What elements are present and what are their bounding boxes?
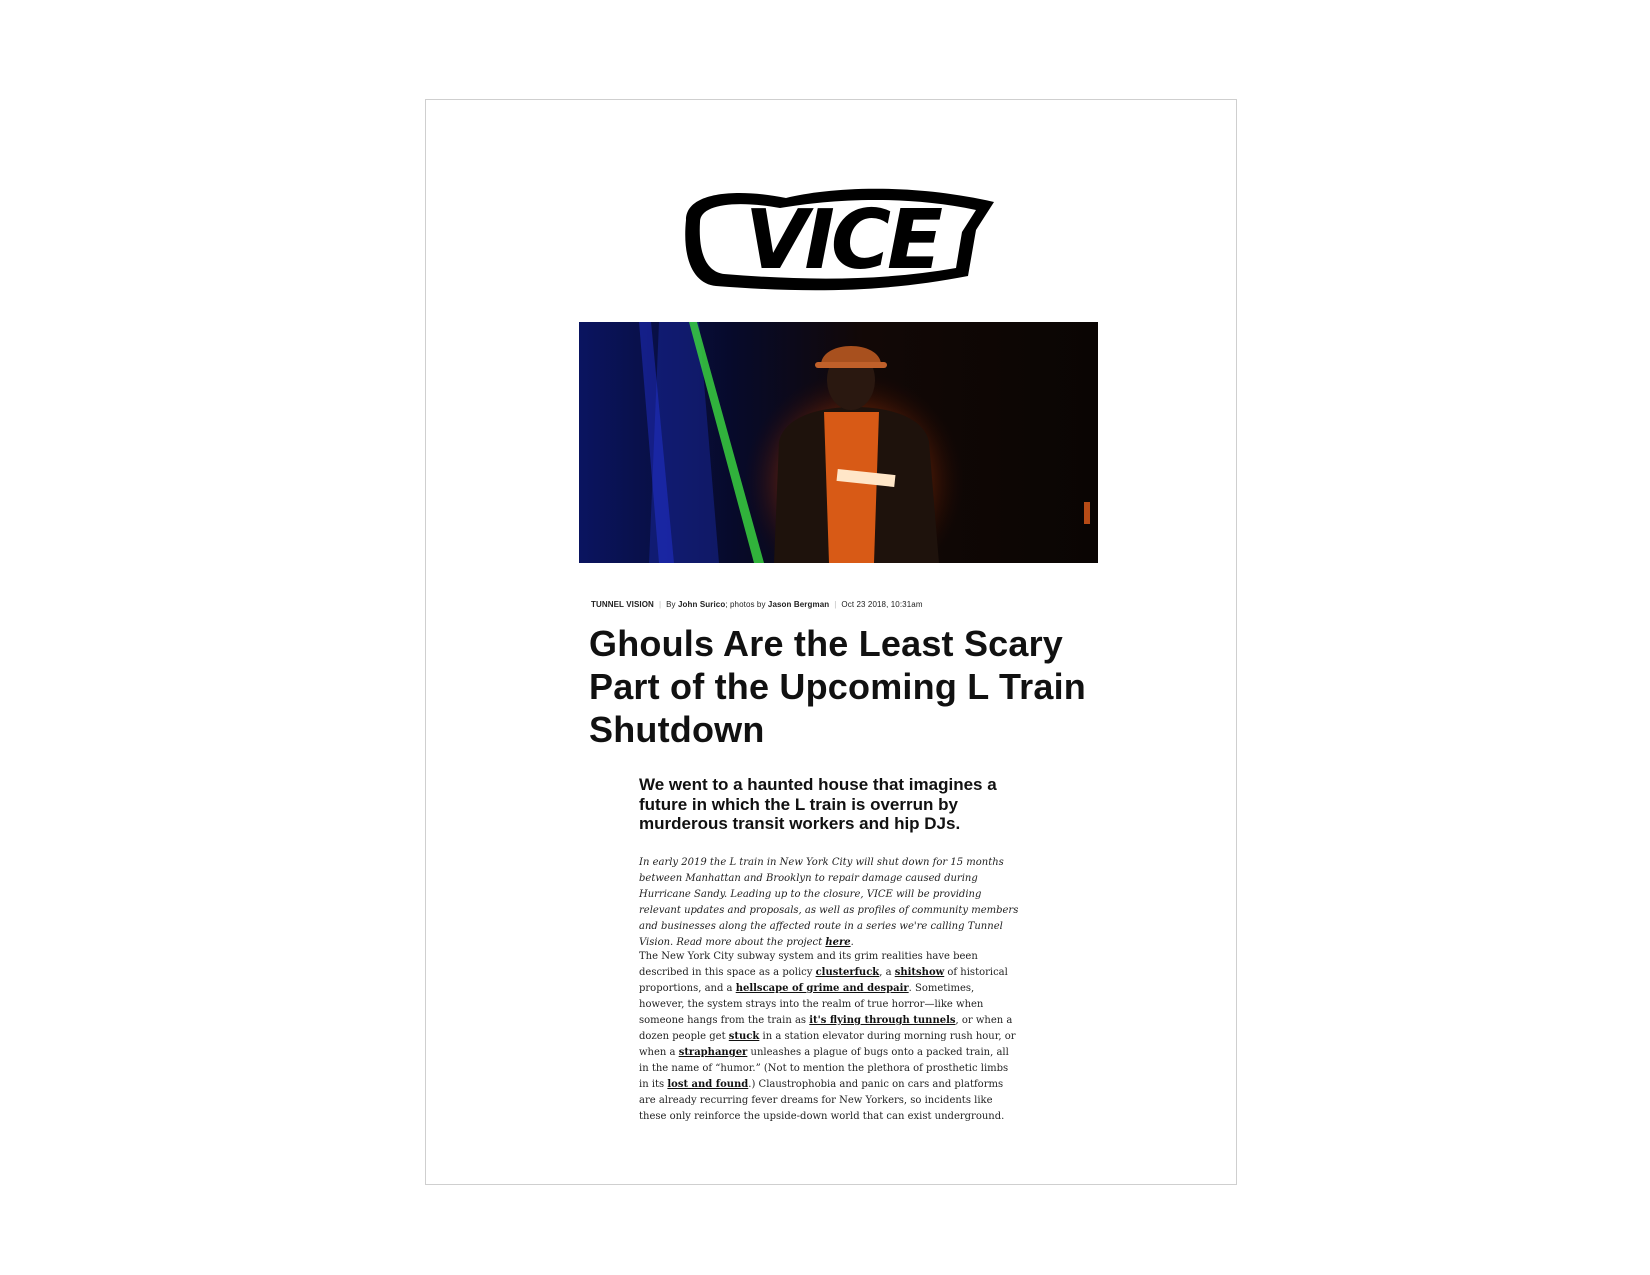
body-text: The New York City subway system and its grim realities have been described in this space as a policy xyxy=(639,951,978,978)
intro-text: In early 2019 the L train in New York City will shut down for 15 months between Manhattan and Brooklyn to repair damage caused during Hurricane Sandy. Leading up to the closure, VICE will be providing relevant updates and proposals, as well as profiles of community members and businesses along the affected route in a series we're calling Tunnel Vision. Read more about the project xyxy=(639,857,1019,948)
photographer-name[interactable]: Jason Bergman xyxy=(767,600,830,609)
hero-image xyxy=(579,322,1098,563)
publish-date: Oct 23 2018, 10:31am xyxy=(841,600,923,609)
body-text: unleashes a plague of bugs onto a packed train, all in the name of “humor.” (Not to mention the plethora of prosthetic limbs in its xyxy=(639,1047,1009,1090)
svg-text:VICE: VICE xyxy=(744,193,940,288)
intro-end: . xyxy=(850,937,854,948)
link-clusterfuck[interactable]: clusterfuck xyxy=(815,967,880,978)
article-page xyxy=(425,99,1237,1185)
body-text: in a station elevator during morning rush hour, or when a xyxy=(639,1031,1016,1058)
body-text: .) Claustrophobia and panic on cars and platforms are already recurring fever dreams for New Yorkers, so incidents like these only reinforce the upside-down world that can exist underground. xyxy=(639,1079,1005,1122)
by-prefix: By xyxy=(666,600,676,609)
body-text: , or when a dozen people get xyxy=(639,1015,1013,1042)
link-flying-through-tunnels[interactable]: it's flying through tunnels xyxy=(809,1015,956,1026)
body-text: of historical proportions, and a xyxy=(639,967,1008,994)
link-hellscape[interactable]: hellscape of grime and despair xyxy=(735,983,909,994)
article-body xyxy=(639,949,1019,1125)
series-intro xyxy=(639,855,1019,951)
project-link[interactable]: here xyxy=(825,937,851,948)
meta-divider: | xyxy=(834,600,837,609)
link-shitshow[interactable]: shitshow xyxy=(894,967,945,978)
article-dek: We went to a haunted house that imagines a future in which the L train is overrun by murderous transit workers and hip DJs. xyxy=(639,775,997,833)
link-stuck[interactable]: stuck xyxy=(728,1031,760,1042)
link-lost-and-found[interactable]: lost and found xyxy=(667,1079,749,1090)
link-straphanger[interactable]: straphanger xyxy=(678,1047,748,1058)
author-name[interactable]: John Surico xyxy=(678,600,726,609)
article-title: Ghouls Are the Least Scary Part of the Upcoming L Train Shutdown xyxy=(589,623,1086,750)
body-text: . Sometimes, however, the system strays into the realm of true horror—like when someone hangs from the train as xyxy=(639,983,984,1026)
photos-prefix: ; photos by xyxy=(725,600,766,609)
vice-logo[interactable] xyxy=(676,180,1006,300)
body-text: , a xyxy=(879,967,895,978)
byline xyxy=(591,600,1111,609)
meta-divider: | xyxy=(658,600,662,609)
section-kicker[interactable]: TUNNEL VISION xyxy=(591,600,654,609)
